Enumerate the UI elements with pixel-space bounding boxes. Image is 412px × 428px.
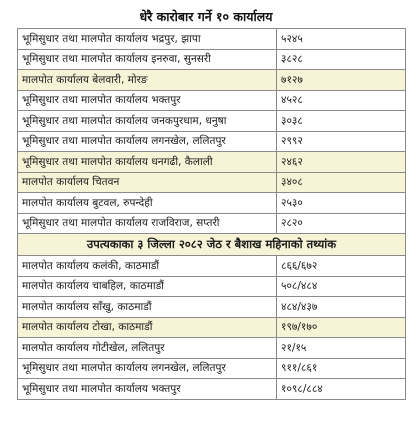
table-row — [18, 111, 406, 132]
office-name: भूमिसुधार तथा मालपोत कार्यालय भद्रपुर, झापा — [18, 29, 277, 50]
office-name: मालपोत कार्यालय साँखु, काठमाडौं — [18, 297, 277, 318]
office-value: १९७/१७० — [277, 317, 406, 338]
office-value: ८६६/६७२ — [277, 256, 406, 277]
office-value: २१/१५ — [277, 338, 406, 359]
office-value: १०९८/८८४ — [277, 379, 406, 400]
office-value: २९९२ — [277, 131, 406, 152]
office-value: २८२० — [277, 213, 406, 234]
office-value: ५०८/४८४ — [277, 276, 406, 297]
office-value: ३८२८ — [277, 49, 406, 70]
table-title: धेरै कारोबार गर्ने १० कार्यालय — [139, 9, 273, 24]
office-name: भूमिसुधार तथा मालपोत कार्यालय जनकपुरधाम, धनुषा — [18, 111, 277, 132]
table-row — [18, 193, 406, 214]
table-row — [18, 131, 406, 152]
office-name: मालपोत कार्यालय चाबहिल, काठमाडौं — [18, 276, 277, 297]
table-row — [18, 172, 406, 193]
office-value: ७१२७ — [277, 70, 406, 91]
office-name: मालपोत कार्यालय टोखा, काठमाडौं — [18, 317, 277, 338]
table-row — [18, 70, 406, 91]
office-value: ४५२८ — [277, 90, 406, 111]
office-value: २४६२ — [277, 152, 406, 173]
office-name: मालपोत कार्यालय गोटीखेल, ललितपुर — [18, 338, 277, 359]
data-table-container — [17, 6, 395, 400]
office-value: २५३० — [277, 193, 406, 214]
office-name: भूमिसुधार तथा मालपोत कार्यालय धनगढी, कैलाली — [18, 152, 277, 173]
office-value: ९११/८६१ — [277, 358, 406, 379]
table-row — [18, 213, 406, 234]
table-row — [18, 317, 406, 338]
office-name: भूमिसुधार तथा मालपोत कार्यालय राजविराज, सप्तरी — [18, 213, 277, 234]
table-row — [18, 152, 406, 173]
office-name: भूमिसुधार तथा मालपोत कार्यालय लगनखेल, ललितपुर — [18, 358, 277, 379]
office-value: ३०३८ — [277, 111, 406, 132]
office-name: मालपोत कार्यालय कलंकी, काठमाडौं — [18, 256, 277, 277]
table-row — [18, 276, 406, 297]
office-table — [17, 28, 406, 400]
table-row — [18, 256, 406, 277]
office-name: भूमिसुधार तथा मालपोत कार्यालय लगनखेल, ललितपुर — [18, 131, 277, 152]
office-name: भूमिसुधार तथा मालपोत कार्यालय भक्तपुर — [18, 90, 277, 111]
table-row — [18, 379, 406, 400]
table-row — [18, 358, 406, 379]
office-value: ४८४/४३७ — [277, 297, 406, 318]
office-name: मालपोत कार्यालय बुटवल, रुपन्देही — [18, 193, 277, 214]
office-name: मालपोत कार्यालय बेलवारी, मोरङ — [18, 70, 277, 91]
table-row — [18, 297, 406, 318]
table-row — [18, 338, 406, 359]
office-value: ५२४५ — [277, 29, 406, 50]
table-row — [18, 29, 406, 50]
section-subtitle: उपत्यकाका ३ जिल्ला २०८२ जेठ र बैशाख महिनाको तथ्यांक — [18, 234, 406, 256]
office-name: मालपोत कार्यालय चितवन — [18, 172, 277, 193]
office-name: भूमिसुधार तथा मालपोत कार्यालय भक्तपुर — [18, 379, 277, 400]
section-header-row — [18, 234, 406, 256]
table-row — [18, 90, 406, 111]
office-value: ३४०८ — [277, 172, 406, 193]
office-name: भूमिसुधार तथा मालपोत कार्यालय इनरुवा, सुनसरी — [18, 49, 277, 70]
table-row — [18, 49, 406, 70]
